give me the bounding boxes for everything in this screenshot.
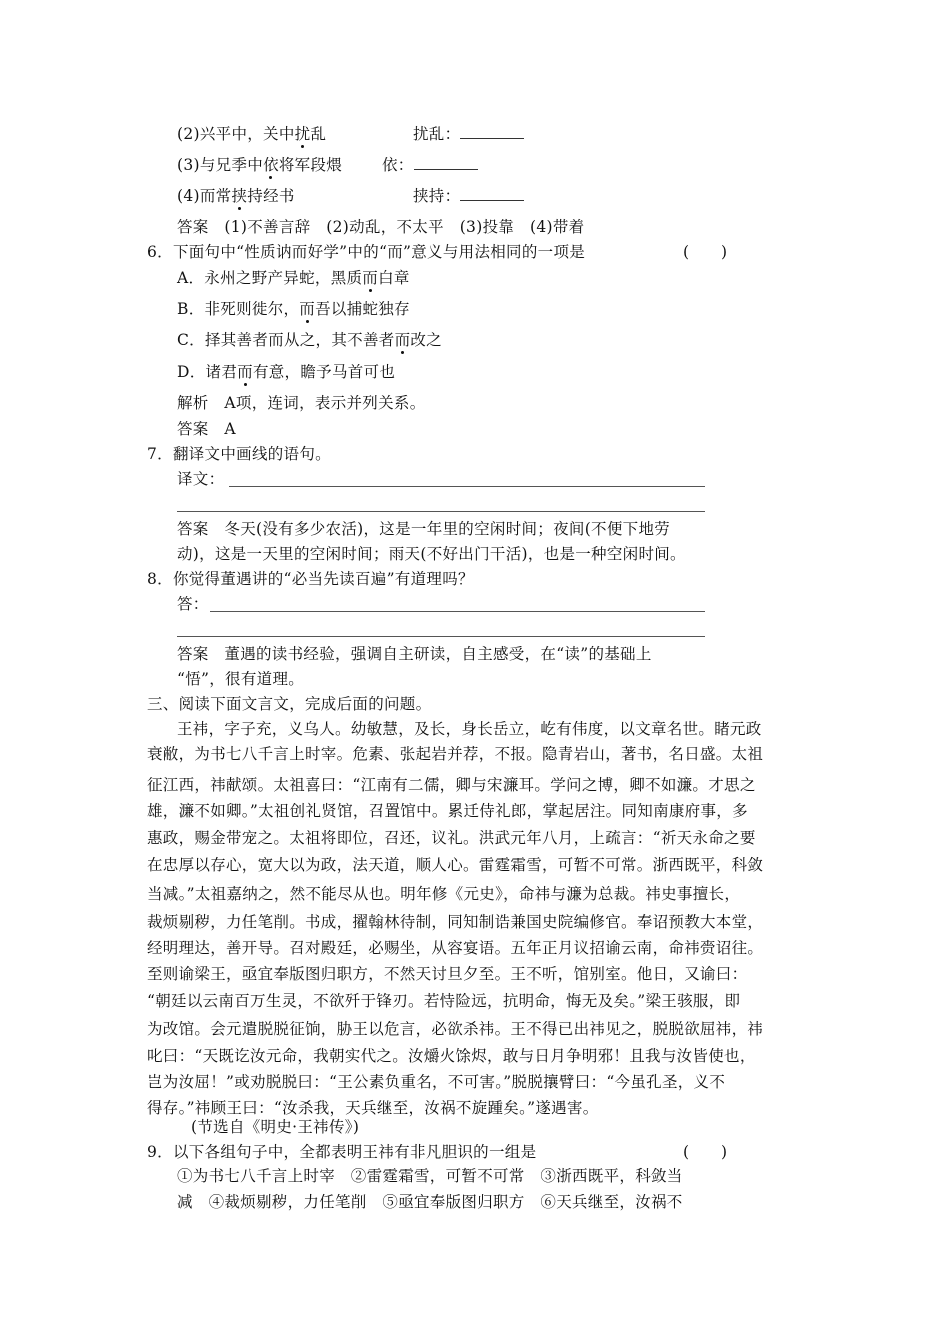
passage-line: 雄，濂不如卿。”太祖创礼贤馆，召置馆中。累迁侍礼郎，掌起居注。同知南康府事，多: [147, 802, 748, 820]
answer-line[interactable]: [210, 611, 705, 612]
passage-line: 经明理达，善开导。召对殿廷，必赐坐，从容宴语。五年正月议招谕云南，命祎赍诏往。: [147, 939, 764, 957]
passage-line: 裁烦剔秽，力任笔削。书成，擢翰林待制，同知制诰兼国史院编修官。奉诏预教大本堂，: [147, 913, 764, 931]
passage-line: 叱曰：“天既讫汝元命，我朝实代之。汝爝火馀烬，敢与日月争明邪！且我与汝皆使也，: [147, 1047, 756, 1065]
q6-answer-bracket[interactable]: ( ): [683, 243, 728, 261]
answer-line[interactable]: [229, 486, 705, 487]
passage-line: 征江西，祎献颂。太祖喜曰：“江南有二儒，卿与宋濂耳。学问之博，卿不如濂。才思之: [147, 776, 756, 794]
q5-item-3: (3)与兄季中依将军段煨: [177, 156, 343, 174]
q7-stem: 7．翻译文中画线的语句。: [147, 445, 331, 463]
q8-answer-line-2: “悟”，很有道理。: [177, 670, 305, 688]
passage-source: (节选自《明史·王祎传》): [191, 1118, 360, 1136]
q9-stem: 9．以下各组句子中，全都表明王祎有非凡胆识的一组是: [147, 1143, 537, 1161]
q8-answer-line-1: 答案 董遇的读书经验，强调自主研读，自主感受，在“读”的基础上: [177, 645, 652, 663]
passage-line: “朝廷以云南百万生灵，不欲歼于锋刃。若恃险远，抗明命，悔无及矣。”梁王骇服，即: [147, 992, 741, 1010]
passage-line: 当减。”太祖嘉纳之，然不能尽从也。明年修《元史》，命祎与濂为总裁。祎史事擅长，: [147, 885, 741, 903]
passage-line: 惠政，赐金带宠之。太祖将即位，召还，议礼。洪武元年八月，上疏言：“祈天永命之要: [147, 829, 756, 847]
passage-line: 王祎，字子充，义乌人。幼敏慧，及长，身长岳立，屹有伟度，以文章名世。睹元政: [177, 720, 762, 738]
fill-blank[interactable]: [460, 124, 524, 139]
q9-options-line-2: 减 ④裁烦剔秽，力任笔削 ⑤亟宜奉版图归职方 ⑥天兵继至，汝祸不: [177, 1193, 683, 1211]
passage-line: 为改馆。会元遣脱脱征饷，胁王以危言，必欲杀祎。王不得已出祎见之，脱脱欲屈祎，祎: [147, 1020, 764, 1038]
q6-stem: 6．下面句中“性质讷而好学”中的“而”意义与用法相同的一项是: [147, 243, 586, 261]
q7-answer-line-1: 答案 冬天(没有多少农活)，这是一年里的空闲时间；夜间(不便下地劳: [177, 520, 671, 538]
section-3-heading: 三、阅读下面文言文，完成后面的问题。: [147, 695, 432, 713]
answer-line[interactable]: [177, 636, 705, 637]
q6-option-b[interactable]: B．非死则徙尔，而吾以捕蛇独存: [177, 300, 410, 318]
passage-line: 至则谕梁王，亟宜奉版图归职方，不然天讨旦夕至。王不听，馆别室。他日，又谕曰：: [147, 965, 748, 983]
passage-line: 衰敝，为书七八千言上时宰。危素、张起岩并荐，不报。隐青岩山，著书，名日盛。太祖: [147, 745, 764, 763]
q5-item-2: (2)兴平中，关中扰乱: [177, 125, 327, 143]
q6-analysis: 解析 A项，连词，表示并列关系。: [177, 394, 426, 412]
q9-options-line-1: ①为书七八千言上时宰 ②雷霆霜雪，可暂不可常 ③浙西既平，科敛当: [177, 1167, 683, 1185]
q9-answer-bracket[interactable]: ( ): [683, 1143, 728, 1161]
q5-item-2-blank[interactable]: 扰乱：: [413, 124, 524, 144]
q8-stem: 8．你觉得董遇讲的“必当先读百遍”有道理吗？: [147, 570, 474, 588]
fill-blank[interactable]: [414, 155, 478, 170]
q6-option-c[interactable]: C．择其善者而从之，其不善者而改之: [177, 331, 442, 349]
q6-answer: 答案 A: [177, 420, 236, 438]
q8-answer-label: 答：: [177, 595, 209, 613]
passage-line: 在忠厚以存心，宽大以为政，法天道，顺人心。雷霆霜雪，可暂不可常。浙西既平，科敛: [147, 856, 764, 874]
q7-answer-line-2: 动)，这是一天里的空闲时间；雨天(不好出门干活)，也是一种空闲时间。: [177, 545, 686, 563]
q5-answer: 答案 (1)不善言辞 (2)动乱，不太平 (3)投靠 (4)带着: [177, 218, 585, 236]
q5-item-4-blank[interactable]: 挟持：: [413, 186, 524, 206]
passage-line: 得存。”祎顾王曰：“汝杀我，天兵继至，汝祸不旋踵矣。”遂遇害。: [147, 1099, 599, 1117]
q6-option-d[interactable]: D．诸君而有意，瞻予马首可也: [177, 363, 396, 381]
passage-line: 岂为汝屈！”或劝脱脱曰：“王公素负重名，不可害。”脱脱攘臂曰：“今虽孔圣，义不: [147, 1073, 726, 1091]
answer-line[interactable]: [177, 511, 705, 512]
q6-option-a[interactable]: A．永州之野产异蛇，黑质而白章: [177, 269, 410, 287]
q5-item-3-blank[interactable]: 依：: [382, 155, 478, 175]
q7-answer-label: 译文：: [177, 470, 225, 488]
q5-item-4: (4)而常挟持经书: [177, 187, 295, 205]
fill-blank[interactable]: [460, 186, 524, 201]
